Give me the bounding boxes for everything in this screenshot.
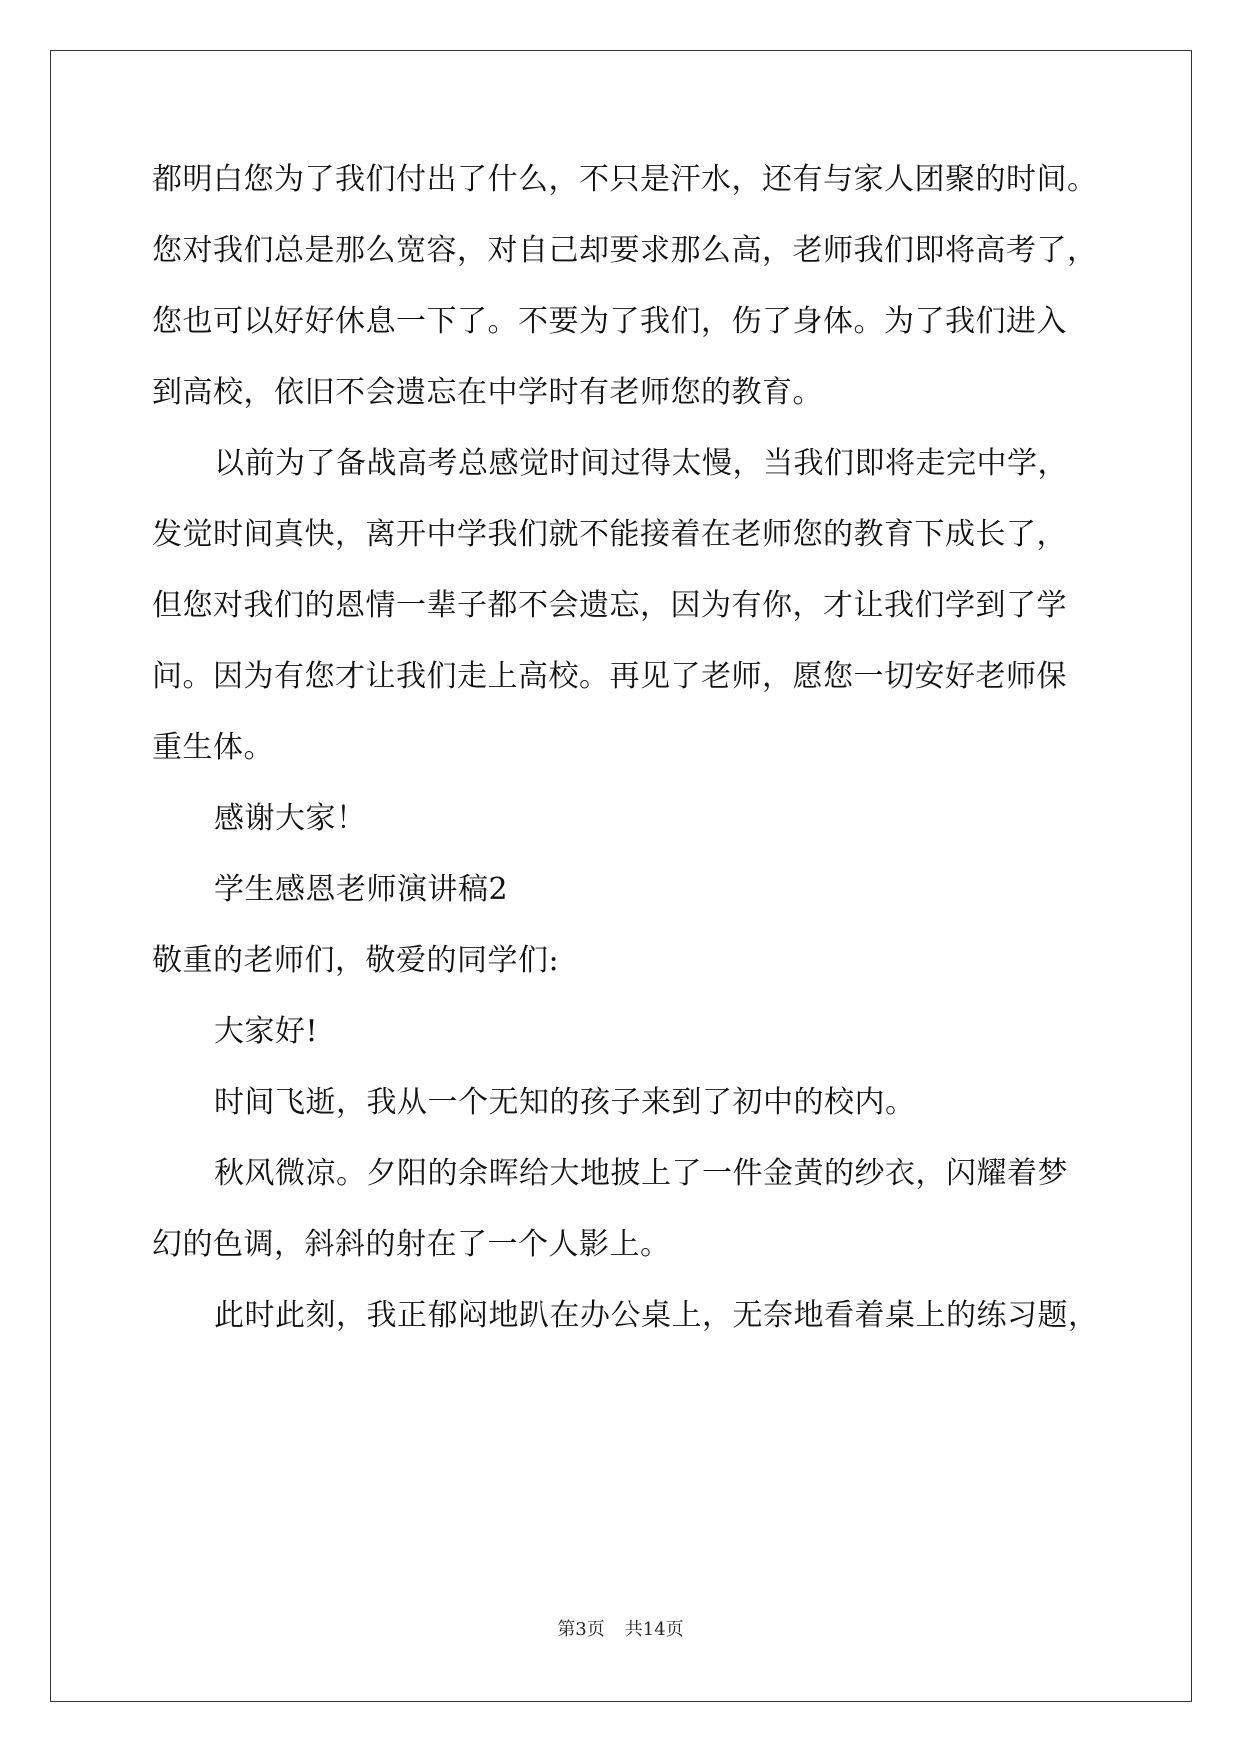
closing-line: 感谢大家！	[214, 801, 367, 836]
greeting: 大家好!	[214, 1014, 319, 1049]
text-line: 问。因为有您才让我们走上高校。再见了老师，愿您一切安好老师保	[152, 659, 1067, 694]
text-line: 都明白您为了我们付出了什么，不只是汗水，还有与家人团聚的时间。	[152, 162, 1098, 197]
text-line: 但您对我们的恩情一辈子都不会遗忘，因为有你，才让我们学到了学	[152, 588, 1067, 623]
paragraph-start-line: 此时此刻，我正郁闷地趴在办公桌上，无奈地看着桌上的练习题，	[214, 1298, 1099, 1333]
salutation: 敬重的老师们，敬爱的同学们:	[152, 943, 560, 978]
page-footer	[0, 1618, 1241, 1642]
page-total: 共14页	[624, 1619, 684, 1640]
text-line: 幻的色调，斜斜的射在了一个人影上。	[152, 1227, 671, 1262]
section-title: 学生感恩老师演讲稿2	[214, 872, 509, 907]
text-line: 您对我们总是那么宽容，对自己却要求那么高，老师我们即将高考了，	[152, 233, 1098, 268]
text-line: 发觉时间真快，离开中学我们就不能接着在老师您的教育下成长了，	[152, 517, 1067, 552]
paragraph-start-line: 秋风微凉。夕阳的余晖给大地披上了一件金黄的纱衣，闪耀着梦	[214, 1156, 1068, 1191]
text-line: 您也可以好好休息一下了。不要为了我们，伤了身体。为了我们进入	[152, 304, 1067, 339]
text-line: 重生体。	[152, 730, 274, 765]
text-line: 到高校，依旧不会遗忘在中学时有老师您的教育。	[152, 375, 823, 410]
paragraph-start-line: 以前为了备战高考总感觉时间过得太慢，当我们即将走完中学，	[214, 446, 1068, 481]
paragraph-start-line: 时间飞逝，我从一个无知的孩子来到了初中的校内。	[214, 1085, 916, 1120]
page-number: 第3页	[557, 1619, 605, 1640]
